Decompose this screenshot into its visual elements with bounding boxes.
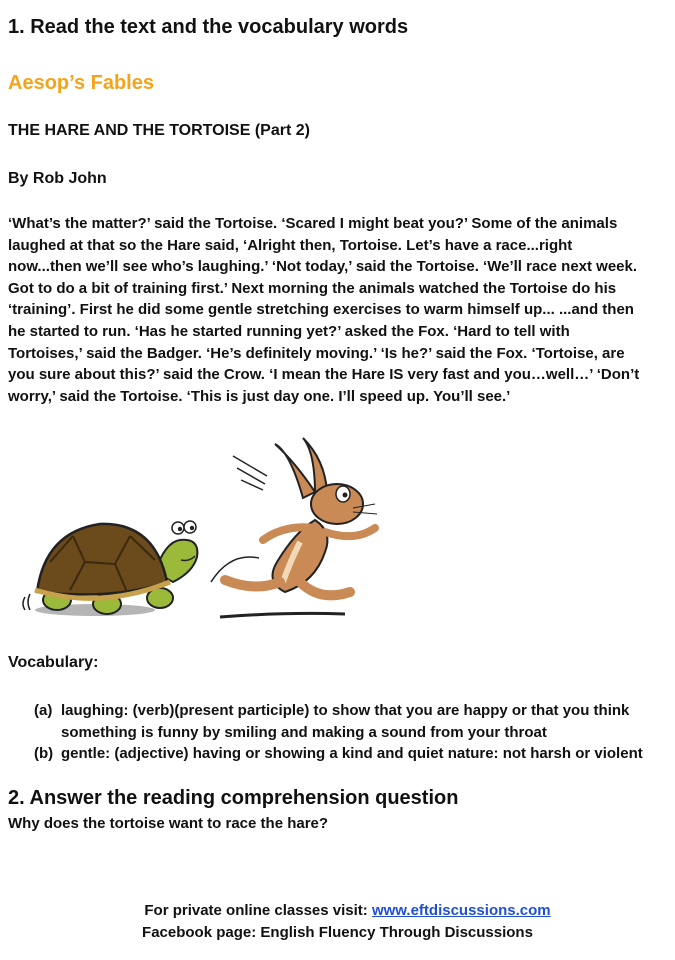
story-line: now...then we’ll see who’s laughing.’ ‘Not today,’ said the Tortoise. ‘We’ll race next week.	[8, 258, 638, 276]
footer-line-classes	[20, 900, 675, 922]
vocabulary-marker: (a)	[34, 702, 53, 719]
comprehension-question: Why does the tortoise want to race the hare?	[8, 815, 329, 832]
vocabulary-heading: Vocabulary:	[8, 654, 99, 671]
story-line: ‘What’s the matter?’ said the Tortoise. ‘Scared I might beat you?’ Some of the animals	[8, 215, 618, 232]
story-line: he started to run. ‘Has he started running yet?’ asked the Fox. ‘Hard to tell with	[8, 322, 570, 340]
footer-line-facebook: Facebook page: English Fluency Through Discussions	[142, 924, 533, 941]
section1-heading: 1. Read the text and the vocabulary words	[8, 16, 409, 38]
story-line: laughed at that so the Hare said, ‘Alright then, Tortoise. Let’s have a race...right	[8, 236, 573, 254]
story-line: worry,’ said the Tortoise. ‘This is just day one. I’ll speed up. You’ll see.’	[8, 387, 511, 405]
footer	[0, 900, 675, 944]
story-line: Tortoises,’ said the Badger. ‘He’s definitely moving.’ ‘Is he?’ said the Fox. ‘Tortoise, are	[8, 344, 625, 362]
vocabulary-marker: (b)	[34, 745, 54, 762]
hare-tortoise-illustration	[15, 432, 415, 622]
vocabulary-list	[34, 700, 643, 765]
story-line: ‘training’. First he did some gentle stretching exercises to warm himself up... ...and then	[8, 301, 634, 319]
story-line: Got to do a bit of training first.’ Next morning the animals watched the Tortoise do his	[8, 279, 617, 297]
story-title: THE HARE AND THE TORTOISE (Part 2)	[8, 122, 310, 139]
vocabulary-definition-line: laughing: (verb)(present participle) to show that you are happy or that you think	[61, 702, 630, 719]
vocabulary-item	[34, 700, 643, 743]
section2-heading: 2. Answer the reading comprehension question	[8, 787, 459, 809]
story-text	[8, 213, 675, 407]
tortoise-icon	[23, 521, 197, 616]
story-line: you sure about this?’ said the Crow. ‘I mean the Hare IS very fast and you…well…’ ‘Don’t	[8, 366, 640, 384]
footer-prefix: For private online classes visit:	[144, 902, 372, 919]
website-link[interactable]: www.eftdiscussions.com	[371, 902, 551, 919]
vocabulary-item	[34, 743, 643, 765]
vocabulary-definition-line: gentle: (adjective) having or showing a kind and quiet nature: not harsh or violent	[61, 745, 643, 762]
series-title: Aesop’s Fables	[8, 72, 154, 94]
hare-icon	[211, 438, 377, 617]
vocabulary-definition-line: something is funny by smiling and making a sound from your throat	[61, 723, 547, 741]
story-author: By Rob John	[8, 170, 107, 187]
